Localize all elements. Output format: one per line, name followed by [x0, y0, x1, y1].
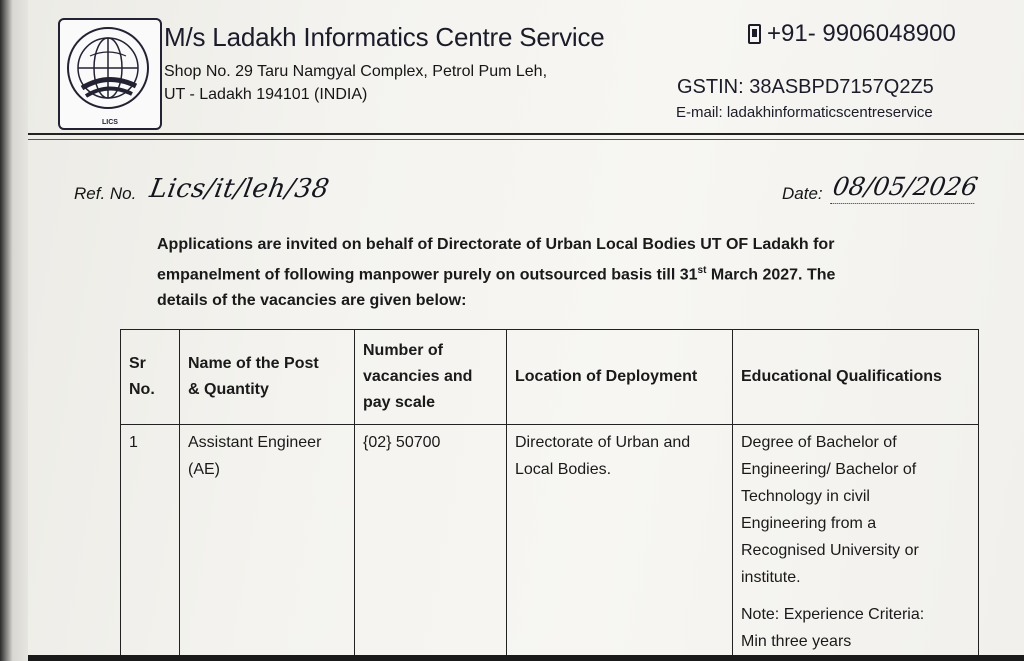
- cell-location: [507, 425, 733, 656]
- header-sr-line1: Sr: [129, 355, 146, 372]
- header-sr-no: [121, 330, 180, 425]
- phone-number: [748, 20, 956, 48]
- header-location: Location of Deployment: [507, 330, 733, 425]
- cell-location-line2: Local Bodies.: [515, 461, 612, 478]
- page-bottom-edge: [28, 655, 1024, 661]
- intro-line-3: details of the vacancies are given below:: [157, 292, 467, 310]
- note-line-1: Note: Experience Criteria:: [741, 606, 925, 623]
- header-post: [180, 330, 355, 425]
- intro-paragraph: [157, 232, 977, 314]
- qual-line-3: Technology in civil: [741, 488, 870, 505]
- ref-number-handwritten: Lics/it/leh/38: [147, 174, 332, 204]
- cell-qualification: [733, 425, 979, 656]
- qual-line-1: Degree of Bachelor of: [741, 434, 897, 451]
- company-logo: [58, 18, 162, 130]
- note-line-2: Min three years: [741, 633, 852, 650]
- intro-line-2-sup: st: [697, 265, 707, 276]
- intro-line-2: [157, 258, 977, 288]
- intro-line-2-text: empanelment of following manpower purely on outsourced basis till 31: [157, 266, 698, 284]
- ref-label: Ref. No.: [74, 184, 137, 203]
- qual-line-2: Engineering/ Bachelor of: [741, 461, 917, 478]
- experience-note: [741, 601, 970, 655]
- header-sr-line2: No.: [129, 381, 155, 398]
- qual-line-4: Engineering from a: [741, 515, 877, 532]
- intro-line-1: Applications are invited on behalf of Directorate of Urban Local Bodies UT OF Ladakh for: [157, 236, 835, 253]
- globe-icon: [60, 20, 156, 124]
- address-line-1: Shop No. 29 Taru Namgyal Complex, Petrol Pum Leh,: [164, 63, 548, 80]
- date-handwritten: 08/05/2026: [830, 172, 980, 204]
- header-post-line2: & Quantity: [188, 381, 269, 398]
- header-qualification: Educational Qualifications: [733, 330, 979, 425]
- table-header-row: [121, 330, 979, 425]
- page-edge-shadow: [0, 0, 28, 661]
- cell-sr: 1: [121, 425, 180, 656]
- vacancy-table: [120, 329, 979, 656]
- date-label: Date:: [782, 184, 823, 203]
- email: E-mail: ladakhinformaticscentreservice: [676, 104, 933, 121]
- header-vac-line2: vacancies and: [363, 368, 473, 385]
- intro-line-2-end: March 2027. The: [706, 266, 836, 284]
- gstin: GSTIN: 38ASBPD7157Q2Z5: [677, 76, 934, 98]
- table-row: [121, 425, 979, 656]
- header-vac-line1: Number of: [363, 342, 443, 359]
- header-post-line1: Name of the Post: [188, 355, 319, 372]
- cell-post: [180, 425, 355, 656]
- cell-vacancies: {02} 50700: [355, 425, 507, 656]
- qual-line-6: institute.: [741, 569, 801, 586]
- cell-post-line1: Assistant Engineer: [188, 434, 322, 451]
- cell-location-line1: Directorate of Urban and: [515, 434, 691, 451]
- qual-line-5: Recognised University or: [741, 542, 919, 559]
- address-line-2: UT - Ladakh 194101 (INDIA): [164, 86, 368, 103]
- document-page: [28, 0, 1024, 661]
- phone-icon: [748, 24, 761, 44]
- cell-post-line2: (AE): [188, 461, 220, 478]
- header-vacancies: [355, 330, 507, 425]
- phone-text: +91- 9906048900: [767, 20, 956, 47]
- logo-abbr: LICS: [102, 119, 118, 126]
- company-name: M/s Ladakh Informatics Centre Service: [164, 22, 605, 52]
- header-rule-thick: [28, 133, 1024, 135]
- header-vac-line3: pay scale: [363, 394, 436, 411]
- header-rule-thin: [28, 139, 1024, 140]
